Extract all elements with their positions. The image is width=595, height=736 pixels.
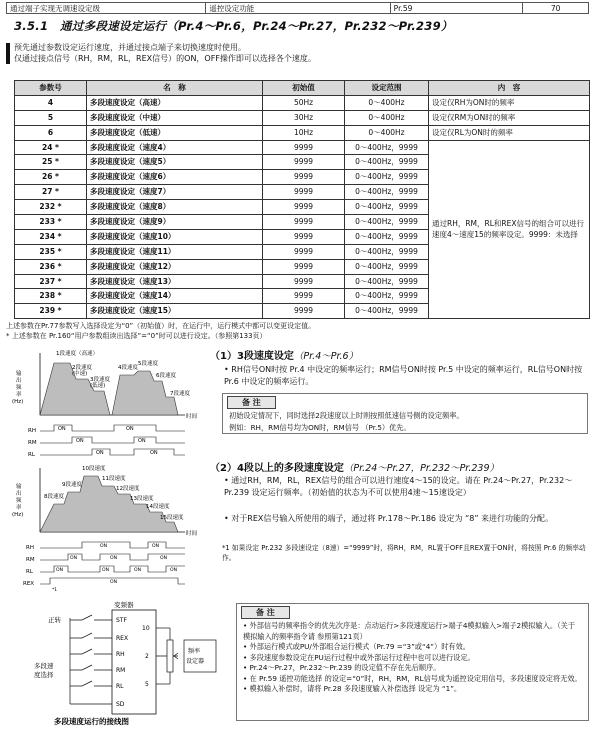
param-name-cell: 多段速度设定（低速） bbox=[87, 125, 263, 140]
param-no-cell: 238 * bbox=[15, 289, 87, 304]
speed-label: 3段速度 bbox=[90, 377, 110, 383]
note-label: 备 注 bbox=[227, 396, 276, 409]
terminal-label: SD bbox=[116, 701, 125, 708]
col-header: 参数号 bbox=[15, 81, 87, 96]
range-cell: 0～400Hz，9999 bbox=[345, 274, 429, 289]
range-cell: 0～400Hz，9999 bbox=[345, 229, 429, 244]
setter-label: 设定器 bbox=[186, 658, 205, 665]
init-value-cell: 30Hz bbox=[263, 110, 345, 125]
speed-timing-chart-3step bbox=[10, 345, 205, 463]
range-cell: 0～400Hz，9999 bbox=[345, 155, 429, 170]
intro-line: 仅通过接点信号（RH，RM，RL，REX信号）的ON，OFF操作即可以选择各个速度。 bbox=[14, 54, 316, 63]
param-name-cell: 多段速度设定（速度7） bbox=[87, 185, 263, 200]
param-name-cell: 多段速度设定（速度6） bbox=[87, 170, 263, 185]
part2-title-pr: （Pr.24～Pr.27，Pr.232～Pr.239） bbox=[343, 463, 499, 474]
note-label: 备 注 bbox=[241, 606, 290, 619]
range-cell: 0～400Hz，9999 bbox=[345, 185, 429, 200]
speed-label: 6段速度 bbox=[156, 373, 176, 379]
col-header: 内 容 bbox=[429, 81, 590, 96]
note-item: • 在 Pr.59 遥控功能选择 的设定=“0”时，RH，RM，RL信号成为遥控设定用信号，多段速度设定将无效。 bbox=[243, 673, 582, 683]
signal-label: RM bbox=[26, 557, 35, 563]
speed-label: 7段速度 bbox=[170, 391, 190, 397]
speed-label: (低速) bbox=[90, 383, 106, 389]
header-page: 70 bbox=[550, 4, 561, 13]
on-label: ON bbox=[96, 450, 104, 456]
on-label: ON bbox=[102, 568, 110, 573]
speed-timing-chart-multistep bbox=[10, 462, 205, 592]
param-name-cell: 多段速度设定（速度15） bbox=[87, 304, 263, 319]
time-label: 时间 bbox=[186, 414, 198, 420]
note-item: • Pr.24～Pr.27，Pr.232～Pr.239 的设定值不存在先后顺序。 bbox=[243, 663, 441, 672]
init-value-cell: 50Hz bbox=[263, 95, 345, 110]
param-no-cell: 234 * bbox=[15, 229, 87, 244]
signal-label: RH bbox=[26, 545, 34, 551]
part1-title bbox=[210, 347, 358, 362]
part1-note bbox=[222, 393, 588, 434]
on-label: ON bbox=[76, 438, 84, 444]
note-item: • 外部信号的频率指令的优先次序是：点动运行>多段速度运行>端子4模拟输入>端子2模拟输入。（关于模拟输入的频率指令请 参照第121页） bbox=[243, 621, 576, 641]
inverter-label: 变频器 bbox=[114, 601, 134, 609]
init-value-cell: 9999 bbox=[263, 170, 345, 185]
signal-label: RH bbox=[28, 428, 36, 434]
table-header-row bbox=[15, 81, 590, 96]
on-label: ON bbox=[134, 568, 142, 573]
range-cell: 0～400Hz，9999 bbox=[345, 140, 429, 155]
param-no-cell: 235 * bbox=[15, 244, 87, 259]
on-label: ON bbox=[70, 556, 78, 561]
param-no-cell: 24 * bbox=[15, 140, 87, 155]
col-header: 名 称 bbox=[87, 81, 263, 96]
range-cell: 0～400Hz，9999 bbox=[345, 259, 429, 274]
init-value-cell: 9999 bbox=[263, 274, 345, 289]
part2-text: • 对于REX信号输入所使用的端子，通过将 Pr.178～Pr.186 设定为 “8” 来进行功能的分配。 bbox=[224, 514, 554, 523]
param-no-cell: 27 * bbox=[15, 185, 87, 200]
param-no-cell: 26 * bbox=[15, 170, 87, 185]
intro-bar bbox=[6, 43, 10, 64]
part2-text: • 通过RH，RM，RL，REX信号的组合可以进行速度4～15的设定。请在 Pr.24～Pr.27，Pr.232～Pr.239 设定运行频率。（初始值的状态为不可以使用4速～15速设定） bbox=[224, 476, 573, 497]
speed-label: 14段速度 bbox=[146, 504, 170, 510]
wiring-diagram bbox=[20, 600, 220, 730]
header-cell: 通过端子实现无调速设定级 bbox=[7, 3, 206, 13]
content-cell: 设定仅RH为ON时的频率 bbox=[429, 95, 590, 110]
part2-footnote: *1 如果设定 Pr.232 多段速设定（8速）=“9999”时，将RH，RM，RL置于OFF且REX置于ON时，将按照 Pr.6 的频率动作。 bbox=[222, 544, 586, 562]
part2-title bbox=[210, 459, 499, 474]
terminal-label: RM bbox=[116, 667, 126, 674]
y-label: 输 bbox=[16, 371, 22, 377]
init-value-cell: 9999 bbox=[263, 244, 345, 259]
param-name-cell: 多段速度设定（速度13） bbox=[87, 274, 263, 289]
param-no-cell: 233 * bbox=[15, 215, 87, 230]
param-no-cell: 6 bbox=[15, 125, 87, 140]
part1-title-pr: （Pr.4～Pr.6） bbox=[293, 351, 359, 362]
range-cell: 0～400Hz bbox=[345, 95, 429, 110]
param-name-cell: 多段速度设定（中速） bbox=[87, 110, 263, 125]
y-label: 频 bbox=[16, 498, 22, 504]
on-label: ON bbox=[126, 426, 134, 432]
signal-label: REX bbox=[23, 581, 35, 587]
range-cell: 0～400Hz，9999 bbox=[345, 289, 429, 304]
wiring-title: 多段速度运行的接线图 bbox=[54, 717, 129, 726]
param-no-cell: 239 * bbox=[15, 304, 87, 319]
merged-content-cell: 通过RH，RM，RL和REX信号的组合可以进行速度4～速度15的频率设定。9999：未选择 bbox=[429, 140, 590, 319]
speed-label: 15段速度 bbox=[160, 515, 184, 521]
parameter-table bbox=[14, 80, 590, 319]
param-no-cell: 236 * bbox=[15, 259, 87, 274]
range-cell: 0～400Hz，9999 bbox=[345, 200, 429, 215]
analog-terminal: 5 bbox=[145, 681, 149, 688]
y-label: 出 bbox=[16, 378, 22, 384]
general-note bbox=[236, 603, 589, 721]
param-no-cell: 232 * bbox=[15, 200, 87, 215]
param-name-cell: 多段速度设定（速度5） bbox=[87, 155, 263, 170]
on-label: ON bbox=[100, 544, 108, 549]
param-no-cell: 237 * bbox=[15, 274, 87, 289]
terminal-label: STF bbox=[116, 617, 127, 624]
range-cell: 0～400Hz bbox=[345, 125, 429, 140]
footnote: * 上述参数在 Pr.160“用户参数组读出选择”=“0”时可以进行设定。（参照第133页） bbox=[6, 332, 267, 340]
range-cell: 0～400Hz，9999 bbox=[345, 170, 429, 185]
init-value-cell: 9999 bbox=[263, 155, 345, 170]
note-line: 初始设定情况下，同时选择2段速度以上时则按照低速信号侧的设定频率。 bbox=[229, 411, 464, 420]
y-label: (Hz) bbox=[12, 399, 24, 405]
on-label: ON bbox=[110, 556, 118, 561]
param-name-cell: 多段速度设定（速度11） bbox=[87, 244, 263, 259]
speed-label: 5段速度 bbox=[138, 361, 158, 367]
table-row bbox=[15, 140, 590, 155]
speed-label: 9段速度 bbox=[62, 482, 82, 488]
on-label: ON bbox=[150, 450, 158, 456]
part1-text: • RH信号ON时按 Pr.4 中设定的频率运行；RM信号ON时按 Pr.5 中设定的频率运行，RL信号ON时按 Pr.6 中设定的频率运行。 bbox=[224, 365, 583, 386]
select-label: 多段速 bbox=[34, 662, 54, 670]
speed-label: 10段速度 bbox=[82, 466, 106, 472]
col-header: 设定范围 bbox=[345, 81, 429, 96]
y-label: 输 bbox=[16, 484, 22, 490]
init-value-cell: 9999 bbox=[263, 185, 345, 200]
init-value-cell: 10Hz bbox=[263, 125, 345, 140]
header-cell: Pr.59 bbox=[391, 3, 524, 13]
y-label: 频 bbox=[16, 385, 22, 391]
part1-title-text: （1）3段速度设定 bbox=[210, 351, 294, 362]
range-cell: 0～400Hz bbox=[345, 110, 429, 125]
content-cell: 设定仅RL为ON时的频率 bbox=[429, 125, 590, 140]
on-label: ON bbox=[56, 568, 64, 573]
speed-label: 8段速度 bbox=[44, 494, 64, 500]
intro-line: 预先通过参数设定运行速度，并通过接点端子来切换速度时使用。 bbox=[14, 43, 246, 52]
terminal-label: RL bbox=[116, 683, 124, 690]
param-name-cell: 多段速度设定（速度4） bbox=[87, 140, 263, 155]
speed-label: 4段速度 bbox=[118, 365, 138, 371]
speed-label: 13段速度 bbox=[130, 496, 154, 502]
speed-label: 1段速度（高速） bbox=[56, 351, 98, 357]
speed-label: 12段速度 bbox=[116, 486, 140, 492]
param-no-cell: 25 * bbox=[15, 155, 87, 170]
header-strip bbox=[6, 2, 589, 14]
table-row bbox=[15, 125, 590, 140]
on-label: ON bbox=[160, 556, 168, 561]
range-cell: 0～400Hz，9999 bbox=[345, 215, 429, 230]
footnote: 上述参数在Pr.77参数写入选择设定为“0”（初始值）时，在运行中，运行模式中都可以变更设定值。 bbox=[6, 322, 316, 330]
init-value-cell: 9999 bbox=[263, 229, 345, 244]
terminal-label: RH bbox=[116, 651, 125, 658]
on-label: ON bbox=[58, 426, 66, 432]
part2-title-text: （2）4段以上的多段速度设定 bbox=[210, 463, 344, 474]
range-cell: 0～400Hz，9999 bbox=[345, 244, 429, 259]
on-label: ON bbox=[170, 568, 178, 573]
init-value-cell: 9999 bbox=[263, 289, 345, 304]
speed-label: (中速) bbox=[72, 371, 88, 377]
param-name-cell: 多段速度设定（高速） bbox=[87, 95, 263, 110]
init-value-cell: 9999 bbox=[263, 215, 345, 230]
on-label: ON bbox=[138, 438, 146, 444]
select-label: 度选择 bbox=[34, 671, 54, 679]
note-item: • 模拟输入补偿时，请将 Pr.28 多段速度输入补偿选择 设定为 “1”。 bbox=[243, 684, 462, 693]
y-label: 出 bbox=[16, 491, 22, 497]
analog-terminal: 2 bbox=[145, 653, 149, 660]
section-title: 3.5.1 通过多段速设定运行（Pr.4～Pr.6，Pr.24～Pr.27，Pr.232～Pr.239） bbox=[14, 19, 453, 33]
param-name-cell: 多段速度设定（速度8） bbox=[87, 200, 263, 215]
table-row bbox=[15, 95, 590, 110]
y-label: 率 bbox=[16, 392, 22, 398]
table-row bbox=[15, 110, 590, 125]
time-label: 时间 bbox=[186, 531, 198, 537]
on-label: ON bbox=[110, 580, 118, 585]
setter-label: 频率 bbox=[188, 648, 201, 655]
init-value-cell: 9999 bbox=[263, 140, 345, 155]
param-name-cell: 多段速度设定（速度12） bbox=[87, 259, 263, 274]
note-list bbox=[237, 619, 588, 697]
terminal-label: REX bbox=[116, 635, 129, 642]
param-no-cell: 4 bbox=[15, 95, 87, 110]
note-line: 例如：RH，RM信号均为ON时，RM信号 （Pr.5）优先。 bbox=[229, 423, 411, 432]
on-label: ON bbox=[152, 544, 160, 549]
intro bbox=[14, 42, 316, 64]
param-no-cell: 5 bbox=[15, 110, 87, 125]
signal-label: RL bbox=[28, 452, 35, 458]
signal-label: RM bbox=[28, 440, 37, 446]
init-value-cell: 9999 bbox=[263, 259, 345, 274]
init-value-cell: 9999 bbox=[263, 200, 345, 215]
range-cell: 0～400Hz，9999 bbox=[345, 304, 429, 319]
speed-label: 2段速度 bbox=[72, 365, 92, 371]
footnote-mark: *1 bbox=[52, 588, 58, 592]
col-header: 初始值 bbox=[263, 81, 345, 96]
signal-label: RL bbox=[26, 569, 33, 575]
y-label: 率 bbox=[16, 505, 22, 511]
y-label: (Hz) bbox=[12, 512, 24, 518]
param-name-cell: 多段速度设定（速度14） bbox=[87, 289, 263, 304]
param-name-cell: 多段速度设定（速度10） bbox=[87, 229, 263, 244]
content-cell: 设定仅RM为ON时的频率 bbox=[429, 110, 590, 125]
note-item: • 外部运行模式或PU/外部组合运行模式（Pr.79 =“3”或“4”）时有效。 bbox=[243, 642, 470, 651]
param-name-cell: 多段速度设定（速度9） bbox=[87, 215, 263, 230]
init-value-cell: 9999 bbox=[263, 304, 345, 319]
speed-label: 11段速度 bbox=[102, 476, 126, 482]
note-item: • 多段速度参数设定在PU运行过程中或外部运行过程中也可以进行设定。 bbox=[243, 652, 475, 662]
forward-label: 正转 bbox=[48, 616, 61, 624]
analog-terminal: 10 bbox=[142, 625, 150, 632]
footnotes bbox=[6, 321, 315, 341]
header-cell: 遥控设定功能 bbox=[206, 3, 390, 13]
